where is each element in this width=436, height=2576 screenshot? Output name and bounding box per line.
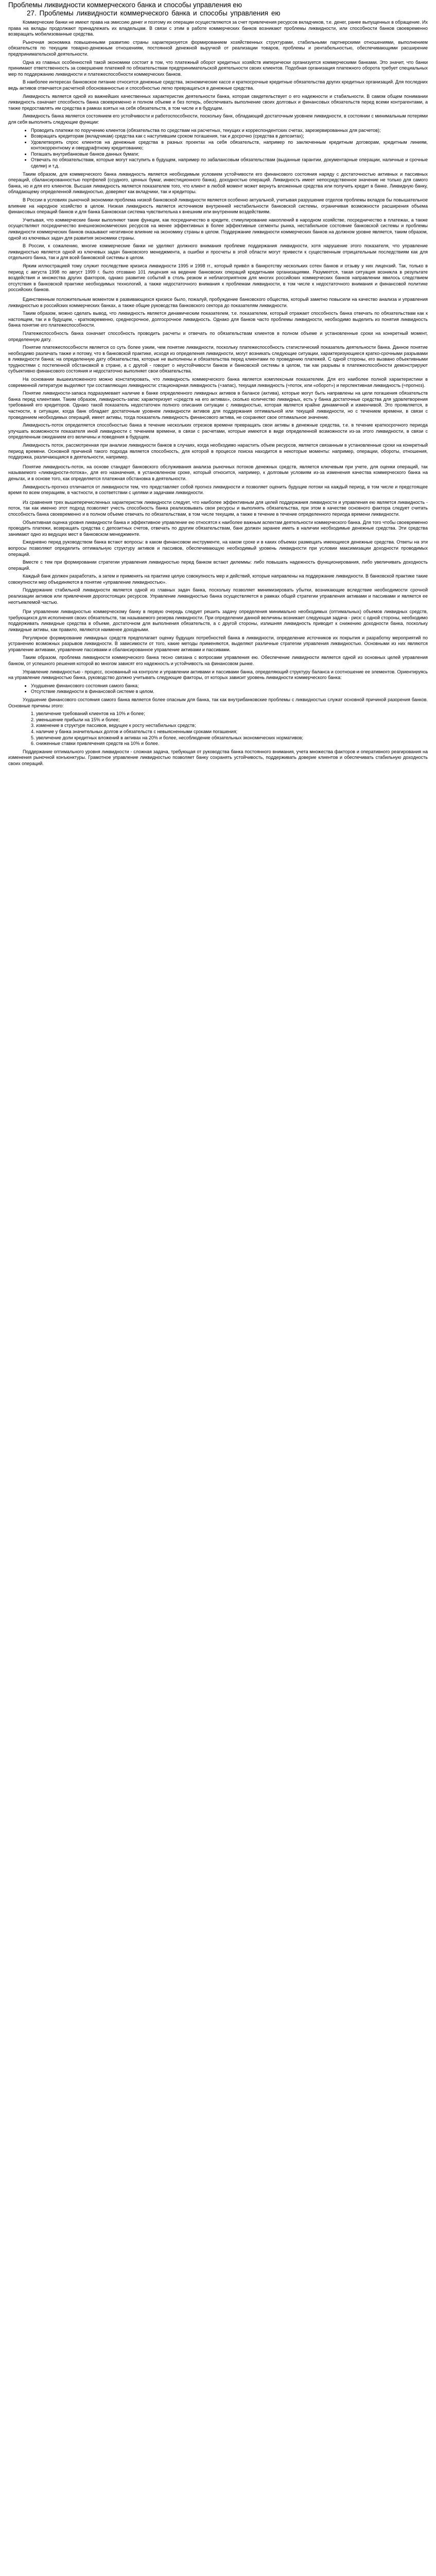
list-item: 1. увеличение требований клиентов на 10% и более; [31, 711, 145, 717]
paragraph: При управлении ликвидностью коммерческому банку в первую очередь следует решить задачу определения минимально необходимых (оптимальных) объемов ликвидных средств, требующихся для исполнения своих обязательств, так называемого резерва ликвидности. При определении данной величины возникает следующая задача - риск: с одной стороны, необходимо поддерживать ликвидные средства в объеме, достаточном для выполнения обязательств, а с другой стороны, излишняя ликвидность приводит к снижению доходности банка, поскольку ликвидные активы, как правило, являются наименее доходными. [8, 609, 428, 633]
list-item: • Возвращать кредиторам (вкладчикам) средства как с наступившим сроком погашения, так и досрочно (средства в депозитах); [31, 133, 428, 140]
paragraph: Регулярное формирование ликвидных средств предполагает оценку будущих потребностей банка в ликвидности, определение источников их покрытия и разработку мероприятий по устранению возможных разрывов ликвидности. В зависимости от того, какие методы применяются, выделяют различные стратегии управления ликвидностью. Основными из них являются управление активами, управление пассивами и сбалансированное управление активами и пассивами. [8, 635, 428, 652]
paragraph: Рыночная экономика повышенными развитию страны характеризуется формированием хозяйственных структурами, стабильными партнерскими отношениями, выполнением обязательств по текущим товарно-денежным отношениям, постоянной денежной выручкой от реализации товаров, проблемы и рентабельностью, обеспечивающими расширение предпринимательской деятельности. [8, 39, 428, 57]
bullet-list [8, 128, 428, 170]
paragraph: Таким образом, можно сделать вывод, что ликвидность является динамическим показателем, т.е. показателем, который отражает способность банка отвечать по обязательствам как к настоящем, так и в будущем, - кратковременно, среднесрочное, долгосрочное ликвидность. Однако для банков часто проблемы ликвидности, необходимо выделить из понятия ликвидность банка понятие его платежеспособности. [8, 311, 428, 328]
paragraph: Таким образом, проблема ликвидности коммерческого банка тесно связана с вопросами управления ею. Обеспечение ликвидности является одной из основных целей управления банком, от успешного решения которой во многом зависят его надежность и устойчивость на финансовом рынке. [8, 655, 428, 666]
section-body-3 [8, 464, 428, 496]
list-item: • Отвечать по обязательствам, которые могут наступить в будущем, например по забалансовым обязательствам (выданные гарантии, документарные операции, наличные и срочные сделки) и т.д. [31, 157, 428, 169]
paragraph: Единственным положительным моментом в развивающихся кризисе было, пожалуй, пробуждение банковского общества, который заметно повысили на качество анализа и управления ликвидностью в российских коммерческих банках, а также общие руководства банковского сектора до показателям ликвидности. [8, 296, 428, 308]
list-item: 5. увеличение доли кредитных вложений в активах на 20% и более, несоблюдение обязательных экономических нормативов; [31, 735, 303, 740]
paragraph: Ухудшение финансового состояния самого банка является более опасным для банка, так как внутрибанковские проблемы с ликвидностью служат основной причиной разорения банков. Основные причины этого: [8, 697, 428, 708]
paragraph: В наиболее интересах банковское питание относится денежные средства, экономические кассе и краткосрочные кредитные обязательства других кредитных организаций. Для последних ведь активов отвечается расчетной обоснованностью и способностью легко превращаться в денежные средства. [8, 79, 428, 91]
list-item: 6. сниженные ставки привлечения средств на 10% и более. [31, 741, 160, 747]
paragraph: Ликвидность-прогноз отличается от ликвидности тем, что представляет собой прогноз ликвидности и позволяет оценить будущие потоки на каждый период, в том числе и предстоящее время по всем операциям, в частности, в соответствии с целями и задачами ликвидности. [8, 484, 428, 496]
section-intro [8, 20, 428, 126]
list-item: • Погашать внутрибанковые банков данных бумаги; [31, 151, 428, 158]
paragraph: Поддержание оптимального уровня ликвидности - сложная задача, требующая от руководства банка постоянного внимания, учета множества факторов и оперативного реагирования на изменения рыночной конъюнктуры. Грамотное управление ликвидностью позволяет банку сохранять устойчивость, поддерживать доверие клиентов и обеспечивать стабильную доходность своих операций. [8, 749, 428, 766]
list-item: • Удовлетворять спрос клиентов на денежные средства в разных проектах на себя обязательств, например по заключенным кредитным договорам, кредитным линиям, контокоррентному и овердрафтному кредитованию; [31, 140, 428, 151]
paragraph: Вместе с тем при формировании стратегии управления ликвидностью перед банком встают дилеммы: либо повышать надежность функционирования, либо увеличивать доходность операций. [8, 560, 428, 571]
list-item: 2. уменьшение прибыли на 15% и более; [31, 717, 120, 722]
list-item: 3. изменение в структуре пассивов, ведущее к росту нестабильных средств; [31, 723, 196, 728]
list-item: • Отсутствие ликвидности в финансовой системе в целом. [31, 689, 428, 695]
paragraph: Ликвидность является одной из важнейших качественных характеристик деятельности банка, которая свидетельствует о его надежности и стабильности. В самом общем понимании ликвидность означает способность банка своевременно и полном объеме и без потерь, обеспечивать выполнение своих долговых и финансовых обязательств перед всеми контрагентами, а также предоставлять им средства в рамках взятых на себя обязательств, в том числе и в будущем. [8, 93, 428, 111]
paragraph: Понятие ликвидность-поток, на основе стандарт банковского обслуживания анализа рыночных потоков денежных средств, является ключевым при учете, для оценки операций, так называемого «ликвидности-потока», для его назначения, в установленном сроке, который относится, например, к долговым условиям из-за изменения качества коммерческого банка на деньгах, и в основе того, как определяется платежная обстановка в деятельности. [8, 464, 428, 481]
paragraph: Таким образом, для коммерческого банка ликвидность является необходимым условием устойчивости его финансового состояния наряду с достаточностью активных и пассивных операций, сбалансированностью портфелей (ссудного, ценных бумаг, инвестиционного банка), доходностью операций. Ликвидность имеет непосредственное значение не только для самого банка, но и для его клиентов. Высшая ликвидность является показателем того, что клиент в любой момент может вернуть вложенные средства или получить кредит в банке. Ликвидную банку, обладающему определенной ликвидностью, доверяют как вкладчики, так и кредиторы. [8, 171, 428, 195]
paragraph: Одна из главных особенностей такой экономики состоит в том, что платежный оборот кредитных хозяйств имперически организуется коммерческими банками. Это значит, что банки принимают ответственность за совершение платежей по обязательствам предпринимательской деятельности своих клиентов. Подобная организация платежного оборота требует специальных мер по поддержанию ликвидности и платежеспособности коммерческих банков. [8, 59, 428, 77]
document-page [0, 0, 436, 790]
paragraph: Ярким иллюстрацией тому служит последствие кризиса ликвидности 1995 и 1998 гг., который привёл в банкротству нескольких сотен банков и отзыву у них лицензий. Так, только в период с августа 1998 по август 1999 г. было отозвано 101 лицензия на ведение банковских операций кредитными организациями. Разумеется, такая ситуация возникла в результате воздействия и множества других факторов, однако развитие событий в столь резком и неблагоприятном для многих российских коммерческих банков направлении явилось следствием отсутствия в банковской практике необходимых технологий, а также недостаточного внимания к проблемам ликвидности, в том числе к недостаточного внимания и финансовой политике российских банков. [8, 263, 428, 293]
paragraph: Понятие ликвидности-запаса подразумевает наличие в банке определенного ликвидных активов в балансе (актива), которые могут быть направлены на цели погашения обязательств банка перед клиентами. Таким образом, ликвидность-запас характеризует «средств на его активах», сколько количество ликвидных, есть у банка достаточные средства для удовлетворения требований его кредиторов. Однако такой показатель недостаточен полного описания ситуации с ликвидностью, которая является крайне динамичной и изменчивой. Это проявляется, в частности, в ситуации, когда банк обладает достаточным уровнем ликвидности активов для поддержания оптимальной или текущей ликвидности, но с течением времени, в связи с проведением необходимых операций, имеет активы, тогда показатель ликвидность финансового актива, не сохраняют свое оптимальное значение. [8, 391, 428, 420]
paragraph: Ликвидность поток, рассмотренная при анализе ликвидности банков в случаях, когда необходимо нарастить объем ресурсов, является связанным в установленные сроки на конкретный период времени. Основной причиной такого подхода является способность, для которой в процессе поиска находится в некоторые моменты: например, операции, обороты, отношения, поддержка, различающаяся в деятельности, например. [8, 443, 428, 460]
paragraph: В России в условиях рыночной экономики проблема низкой банковской ликвидности является особенно актуальной, учитывая разрушение отделов проблемы вкладов бы повышательное влияние на народное хозяйство в целом. Низкая ликвидность является источником внутренней нестабильности банковской системы, ограничивая возможности расширения объема финансовых операций банков и для банка Банковская система чувствительна к внешним или внутренним воздействиям. [8, 197, 428, 215]
paragraph: Ежедневно перед руководством банка встают вопросы: в каком финансовом инструменте, на каком сроке и в каких объемах размещать имеющиеся денежные средства. Ответы на эти вопросы позволяют определить оптимальную структуру активов и пассивов, обеспечивающую необходимый уровень ликвидности при условии максимизации доходности проводимых операций. [8, 539, 428, 557]
section-body-1 [8, 172, 428, 293]
paragraph: Ликвидность-поток определяется способностью банка в течение нескольких отрезков времени превращать свои активы в денежные средства, т.е. в течение краткосрочного периода улучшать возможности показателя иной ликвидности с течением времени, в связи с расчетами, которые имеются в виде определенной возможности из-за этого ликвидности, в связи с определенным ожиданием его величины и поведения в будущем. [8, 422, 428, 440]
paragraph: Из сравнения трех вышеперечисленных характеристик ликвидности следует, что наиболее эффективным для целей поддержания ликвидности и управления ею является ликвидность - поток, так как именно этот подход позволяет учесть способность банка реализовывать свои ресурсы и выполнять обязательства, при этом в качестве основного фактора следует считать способность банка своевременно и в полном объеме отвечать по обязательствам, в том числе текущим, а также в течение в течение определенного периода времени ликвидности. [8, 499, 428, 517]
paragraph: Учитывая, что коммерческие банки выполняют такие функции, как посредничество в кредите, стимулирование накоплений в народном хозяйстве, посредничество в платежах, а также осуществляют посредничество внешнеэкономических ресурсов на менее эффективных в более эффективные сегменты рынка, нестабильное состояние банковской системы и проблемы ликвидности коммерческих банков оказывают негативное влияние на экономику страны в целом. Поддержание ликвидности коммерческих банков на должном уровне является, таким образом, одной из ключевых задач для развития экономики страны. [8, 217, 428, 241]
section-body-2 [8, 297, 428, 461]
section-body-5 [8, 609, 428, 681]
paragraph: Управление ликвидностью - процесс, основанный на контроле и управлении активами и пассивами банка, определяющий структуру баланса и соотношение ее элементов. Ориентируясь на управление ликвидностью банка, руководство должно учитывать следующие факторы, от которых зависит уровень ликвидности коммерческого банка: [8, 669, 428, 681]
section-body-4 [8, 500, 428, 606]
bullet-list [8, 683, 428, 695]
paragraph: Объективная оценка уровня ликвидности банка и эффективное управление ею относятся к наиболее важным аспектам деятельности коммерческого банка. Для того чтобы своевременно проводить платежи, возвращать средства с депозитных счетов, отвечать по другим обязательствам, банк должен заранее иметь в наличии необходимые денежные средства. Эти средства занимают одно из ведущих мест в банковском менеджменте. [8, 519, 428, 537]
document-title: Проблемы ликвидности коммерческого банка и способы управления ею [8, 1, 242, 9]
paragraph: Коммерческие банки не имеют права на эмиссию денег и поэтому их операции осуществляются за счет привлечения ресурсов вкладчиков, т.е. денег, ранее выпущенных в обращение. Их права на вклады продолжают принадлежать их владельцам. В связи с этим в работе коммерческих банков возникают проблемы ликвидности, или способности банков своевременно возвращать мобилизованные средства. [8, 20, 428, 37]
paragraph: Каждый банк должен разработать, а затем и применять на практике целую совокупность мер и действий, которые направлены на поддержание ликвидности. В банковской практике такие совокупности мер объединяются в понятие «управление ликвидностью». [8, 573, 428, 585]
list-item: • Проводить платежи по поручению клиентов (обязательства по средствам на расчетных, текущих и корреспондентских счетах, зарезервированных для расчетов); [31, 128, 428, 134]
paragraph: Ликвидность банка является состоянием его устойчивости и работоспособности, поскольку банк, обладающий достаточным уровнем ликвидности, в состоянии с минимальным потерями для себя выполнять следующие функции: [8, 113, 428, 125]
list-item: • Ухудшение финансового состояния самого банка; [31, 683, 428, 689]
paragraph: В России, к сожалению, многие коммерческие банки не уделяют должного внимания проблеме поддержания ликвидности, хотя нарушение этого показателя, что управление ликвидностью является одной из ключевых задач банковского менеджмента, а ошибки и просчеты в этой области могут привести к существенным отрицательным последствиям как для отдельного банка, так и для всей банковской системы в целом. [8, 243, 428, 261]
paragraph: Платежеспособность банка означает способность проводить расчеты и отвечать по обязательствам клиентов в полном объеме и установленные сроки на конкретный момент, определенную дату. [8, 330, 428, 342]
paragraph: На основании вышеизложенного можно констатировать, что ликвидность коммерческого банка является комплексным показателем. Для его наиболее полной характеристики в современной литературе выделяют три составляющих ликвидности: стационарная ликвидность (≈запас), текущая ликвидность (≈поток, или «оборот») и перспективная ликвидность (≈прогноз). [8, 377, 428, 388]
paragraph: Понятие платежеспособности является со суть более узким, чем понятие ликвидности, поскольку платежеспособность статистический показатель деятельности банка. Данное понятие необходимо различать также и потому, что в банковской практике, исходя из определения ликвидности, могут возникать следующие ситуации, характеризующиеся кратко-срочными разрывами в ликвидности банка: на определенную дату обязательства, которые не выполнены и обязательства перед клиентами по проведению платежей. С одной стороны, его вызвано объективными трудностями с постепенной обстановкой в стране, а с другой - говорит о неустойчивости банков и банковской системы в целом, так как разрывы в платежеспособности демонстрируют субъективно финансового состояния и недостаточно выполняет свои обязательства. [8, 345, 428, 374]
list-item: 4. наличие у банка значительных долгов и обязательств с невыясненными сроками погашения; [31, 728, 237, 734]
paragraph: Поддержание стабильной ликвидности является одной из главных задач банка, поскольку позволяет минимизировать убытки, возникающие вследствие необходимости срочной реализации активов или привлечения дорогостоящих ресурсов. Управление ликвидностью банка осуществляется в рамках общей стратегии управления активами и пассивами и является ее неотъемлемой частью. [8, 587, 428, 605]
section-heading: 27. Проблемы ликвидности коммерческого банка и способы управления ею [27, 9, 281, 17]
numbered-list [8, 711, 428, 747]
